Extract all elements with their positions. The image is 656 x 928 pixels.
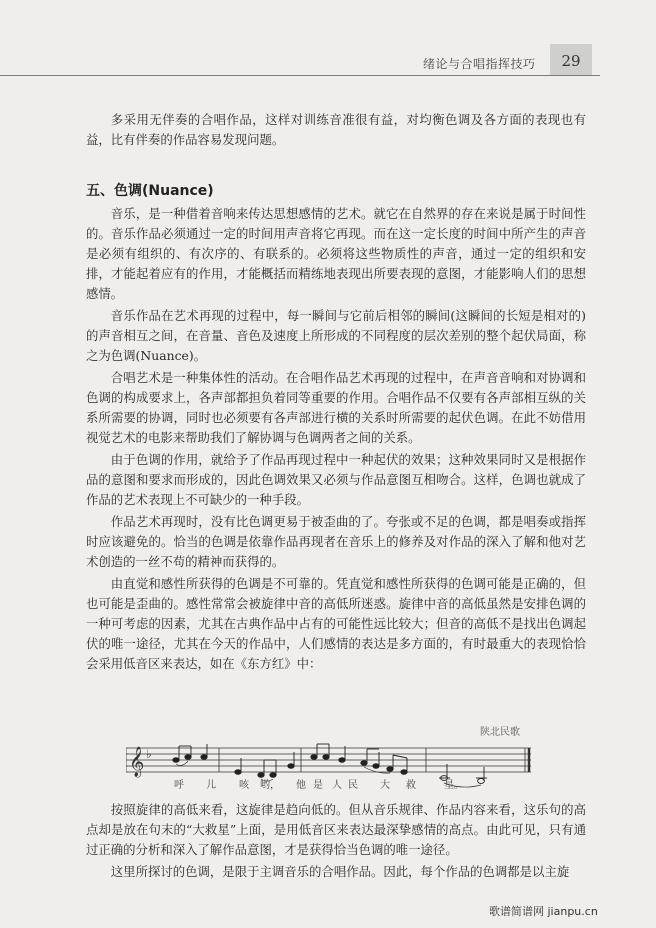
body-paragraph: 作品艺术再现时，没有比色调更易于被歪曲的了。夸张或不足的色调，都是唱奏或指挥时应该避免的。恰当的色调是依靠作品再现者在音乐上的修养及对作品的深入了解和他对艺术创造的一丝不苟的精神而获得的。 [86, 514, 586, 569]
after-example-block [86, 800, 586, 884]
lyrics-line [168, 776, 528, 790]
svg-text:♭: ♭ [146, 747, 152, 761]
lyric-syllable: 救 [406, 780, 416, 791]
body-paragraph: 由直觉和感性所获得的色调是不可靠的。凭直觉和感性所获得的色调可能是正确的，但也可能是歪曲的。感性常常会被旋律中音的高低所迷惑。旋律中音的高低虽然是安排色调的一种可考虑的因素，尤其在古典作品中占有的可能性远比较大；但音的高低不是找出色调起伏的唯一途径，尤其在今天的作品中，人们感情的表达是多方面的，有时最重大的表现恰恰会采用低音区来表达，如在《东方红》中： [86, 576, 586, 671]
site-watermark: 歌谱简谱网 jianpu.cn [489, 905, 598, 918]
lyric-syllable: 他 [296, 780, 306, 791]
music-source-label: 陕北民歌 [480, 727, 520, 738]
intro-block [86, 110, 586, 152]
lyric-syllable: 星。 [444, 780, 464, 791]
body-paragraph: 这里所探讨的色调，是限于主调音乐的合唱作品。因此，每个作品的色调都是以主旋 [110, 864, 570, 879]
body-paragraph: 音乐，是一种借着音响来传达思想感情的艺术。就它在自然界的存在来说是属于时间性的。音乐作品必须通过一定的时间用声音将它再现。而在这一定长度的时间中所产生的声音是必须有组织的、有次序的、有联系的。必须将这些物质性的声音，通过一定的组织和安排，才能起着应有的作用，才能概括而精练地表现出所要表现的意图，才能影响人们的思想感情。 [86, 206, 586, 301]
lyric-syllable: 大 [380, 780, 390, 791]
page-number: 29 [550, 44, 592, 76]
lyric-syllable: 民 [348, 780, 358, 791]
body-paragraph: 音乐作品在艺术再现的过程中，每一瞬间与它前后相邻的瞬间(这瞬间的长短是相对的)的声音相互之间，在音量、音色及速度上所形成的不同程度的层次差别的整个起伏局面，称之为色调(Nuance)。 [86, 308, 586, 363]
svg-text:𝄞: 𝄞 [129, 747, 145, 777]
section-heading: 五、色调(Nuance) [86, 183, 214, 199]
body-paragraph: 合唱艺术是一种集体性的活动。在合唱作品艺术再现的过程中，在声音音响和对协调和色调的构成要求上，各声部都担负着同等重要的作用。合唱作品不仅要有各声部相互纵的关系所需要的协调，同时也必须要有各声部进行横的关系时所需要的起伏色调。在此不妨借用视觉艺术的电影来帮助我们了解协调与色调两者之间的关系。 [86, 370, 586, 445]
body-paragraph: 按照旋律的高低来看，这旋律是趋向低的。但从音乐规律、作品内容来看，这乐句的高点却是放在句末的“大救星”上面，是用低音区来表达最深挚感情的高点。由此可见，只有通过正确的分析和深入了解作品意图，才是获得恰当色调的唯一途径。 [86, 802, 586, 857]
lyric-syllable: 儿 [206, 780, 216, 791]
header-rule [0, 75, 600, 76]
lyric-syllable: 哟， [260, 780, 280, 791]
lyric-syllable: 呼 [174, 780, 184, 791]
lyric-syllable: 是 [313, 780, 323, 791]
intro-paragraph: 多采用无伴奏的合唱作品，这样对训练音准很有益，对均衡色调及各方面的表现也有益，比有伴奏的作品容易发现问题。 [86, 112, 586, 147]
body-block [86, 204, 586, 676]
running-title: 绪论与合唱指挥技巧 [423, 57, 536, 71]
body-paragraph: 由于色调的作用，就给予了作品再现过程中一种起伏的效果；这种效果同时又是根据作品的意图和要求而形成的，因此色调效果又必须与作品意图互相吻合。这样，色调也就成了作品的艺术表现上不可缺少的一种手段。 [86, 452, 586, 507]
lyric-syllable: 人 [332, 780, 342, 791]
lyric-syllable: 咳 [239, 780, 249, 791]
